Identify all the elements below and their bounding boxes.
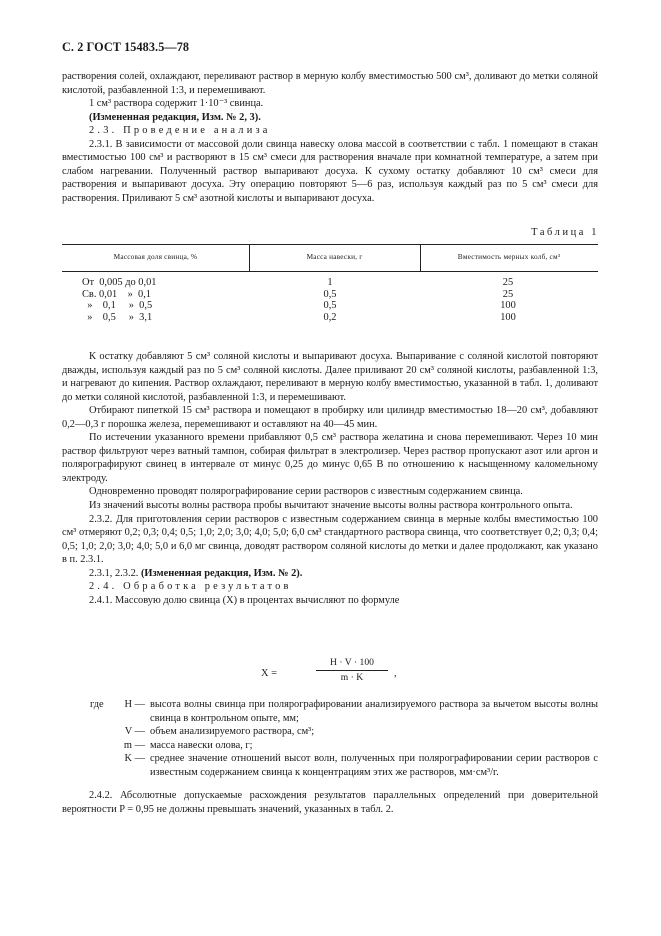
body-paragraph: По истечении указанного времени прибавляют 0,5 см³ раствора желатина и снова перемешивают. Через 10 мин раствор фильтруют через ватный тампон, собирая фильтрат в электролизер. Через раствор пропускают азот или аргон и полярографируют свинец в интервале от минус 0,25 до минус 0,65 В по отношению к насыщенному каломельному электроду.	[62, 432, 598, 484]
where-label: где	[90, 699, 104, 710]
definition-text: среднее значение отношений высот волн, полученных при полярографировании серии растворов с известным содержанием свинца к концентрациям этих же растворов, мм·см³/г.	[150, 753, 598, 778]
table-caption: Таблица 1	[531, 227, 599, 238]
formula-numerator: H · V · 100	[330, 657, 374, 668]
definition-item	[62, 725, 598, 739]
table-header-rule	[62, 271, 598, 272]
table-cell: 0,2	[323, 311, 337, 323]
table-column-sample-mass	[305, 277, 355, 323]
page-header: С. 2 ГОСТ 15483.5—78	[62, 40, 190, 54]
table-cell: 0,5	[323, 300, 337, 311]
definition-text: объем анализируемого раствора, см³;	[150, 726, 315, 738]
table-cell: 100	[500, 300, 516, 311]
paragraph-2-3-2: 2.3.2. Для приготовления серии растворов с известным содержанием свинца в мерные колбы вместимостью 100 см³ отмеряют 0,2; 0,3; 0,4; 0,5; 1,0; 2,0; 3,0; 4,0; 5,0; 6,0 см³ стандартного раствора свинца, что соответствует 0,2; 0,3; 0,4; 0,5; 1,0; 2,0; 3,0; 4,0; 5,0 и 6,0 мг свинца, доводят раствором соляной кислоты до метки и далее продолжают, как указано в п. 2.3.1.	[62, 513, 598, 566]
amendment-note: (Измененная редакция, Изм. № 2, 3).	[89, 111, 261, 123]
table-cell: 100	[500, 311, 516, 323]
intro-paragraph: растворения солей, охлаждают, переливают раствор в мерную колбу вместимостью 500 см³, доливают до метки соляной кислотой, разбавленной 1:3, и перемешивают.	[62, 71, 598, 96]
table-cell: 25	[502, 277, 514, 288]
definition-text: высота волны свинца при полярографировании анализируемого раствора за вычетом высоты волны свинца в контрольном опыте, мм;	[150, 699, 598, 724]
table-column-lead-fraction	[82, 277, 156, 323]
table-header-sample-mass: Масса навески, г	[306, 252, 363, 261]
table-cell: 1	[327, 277, 333, 288]
formula-lhs: X =	[261, 668, 277, 679]
table-top-rule	[62, 244, 598, 245]
formula-fraction	[316, 657, 388, 683]
body-paragraph: Одновременно проводят полярографирование серии растворов с известным содержанием свинца.	[89, 486, 523, 498]
body-paragraph: Отбирают пипеткой 15 см³ раствора и помещают в пробирку или цилиндр вместимостью 18—20 см³, добавляют 0,2—0,3 г порошка железа, перемешивают и оставляют на 40—45 мин.	[62, 405, 598, 430]
variable-definitions	[62, 698, 598, 779]
definition-item	[62, 752, 598, 779]
table-cell: » 0,5 » 3,1	[82, 311, 153, 323]
definition-text: масса навески олова, г;	[150, 739, 253, 751]
formula-comma: ,	[394, 668, 397, 679]
table-header-lead-fraction: Массовая доля свинца, %	[113, 252, 198, 261]
paragraph-2-3-1: 2.3.1. В зависимости от массовой доли свинца навеску олова массой в соответствии с табл. 1 помещают в стакан вместимостью 100 см³ и растворяют в 15 см³ смеси для растворения вначале при комнатной температуре, а затем при слабом нагревании. Полученный раствор выпаривают досуха. К сухому остатку добавляют 10 см³ смеси для растворения и выпаривают досуха. Эту операцию повторяют 5—6 раз, используя каждый раз по 5 см³ смеси для растворения. Приливают 5 см³ азотной кислоты и выпаривают досуха.	[62, 138, 598, 204]
table-cell: 0,5	[323, 288, 337, 300]
body-paragraph: К остатку добавляют 5 см³ соляной кислоты и выпаривают досуха. Выпаривание с соляной кислотой повторяют дважды, используя каждый раз по 5 см³ соляной кислоты. Далее приливают 20 см³ соляной кислоты, разбавленной 1:3, и нагревают до кипения. Раствор охлаждают, переливают в мерную колбу вместимостью, указанной в табл. 1, доливают до метки соляной кислотой, разбавленной 1:3, и перемешивают.	[62, 351, 598, 403]
table-header-flask-volume: Вместимость мерных колб, см³	[457, 252, 561, 261]
definition-symbol: K —	[124, 753, 145, 765]
paragraph-2-4-1: 2.4.1. Массовую долю свинца (X) в процентах вычисляют по формуле	[89, 594, 400, 606]
intro-section	[62, 70, 598, 205]
definition-symbol: H —	[124, 699, 145, 710]
table-cell: От 0,005 до 0,01	[82, 277, 157, 288]
table-column-flask-volume	[485, 277, 531, 323]
table-cell: » 0,1 » 0,5	[82, 300, 153, 311]
amendment-note-2	[62, 567, 598, 581]
paragraph-2-4-2: 2.4.2. Абсолютные допускаемые расхождения результатов параллельных определений при доверительной вероятности P = 0,95 не должны превышать значений, указанных в табл. 2.	[62, 790, 598, 815]
table-cell: 25	[502, 288, 514, 300]
concentration-note: 1 см³ раствора содержит 1·10⁻³ свинца.	[89, 98, 264, 110]
section-2-4-heading: 2.4. Обработка результатов	[89, 581, 292, 593]
section-2-3-heading: 2.3. Проведение анализа	[89, 125, 271, 137]
formula-denominator: m · K	[340, 672, 364, 683]
table-cell: Св. 0,01 » 0,1	[82, 288, 151, 300]
body-paragraph: Из значений высоты волны раствора пробы вычитают значение высоты волны раствора контрольного опыта.	[89, 500, 573, 512]
procedure-section	[62, 350, 598, 607]
definition-symbol: m —	[123, 739, 145, 751]
definition-item	[62, 698, 598, 725]
fraction-bar	[316, 670, 388, 671]
definition-symbol: V —	[124, 726, 145, 738]
amendment-prefix: 2.3.1, 2.3.2.	[89, 567, 141, 579]
amendment-text: (Измененная редакция, Изм. № 2).	[140, 567, 303, 579]
definition-item	[62, 739, 598, 753]
